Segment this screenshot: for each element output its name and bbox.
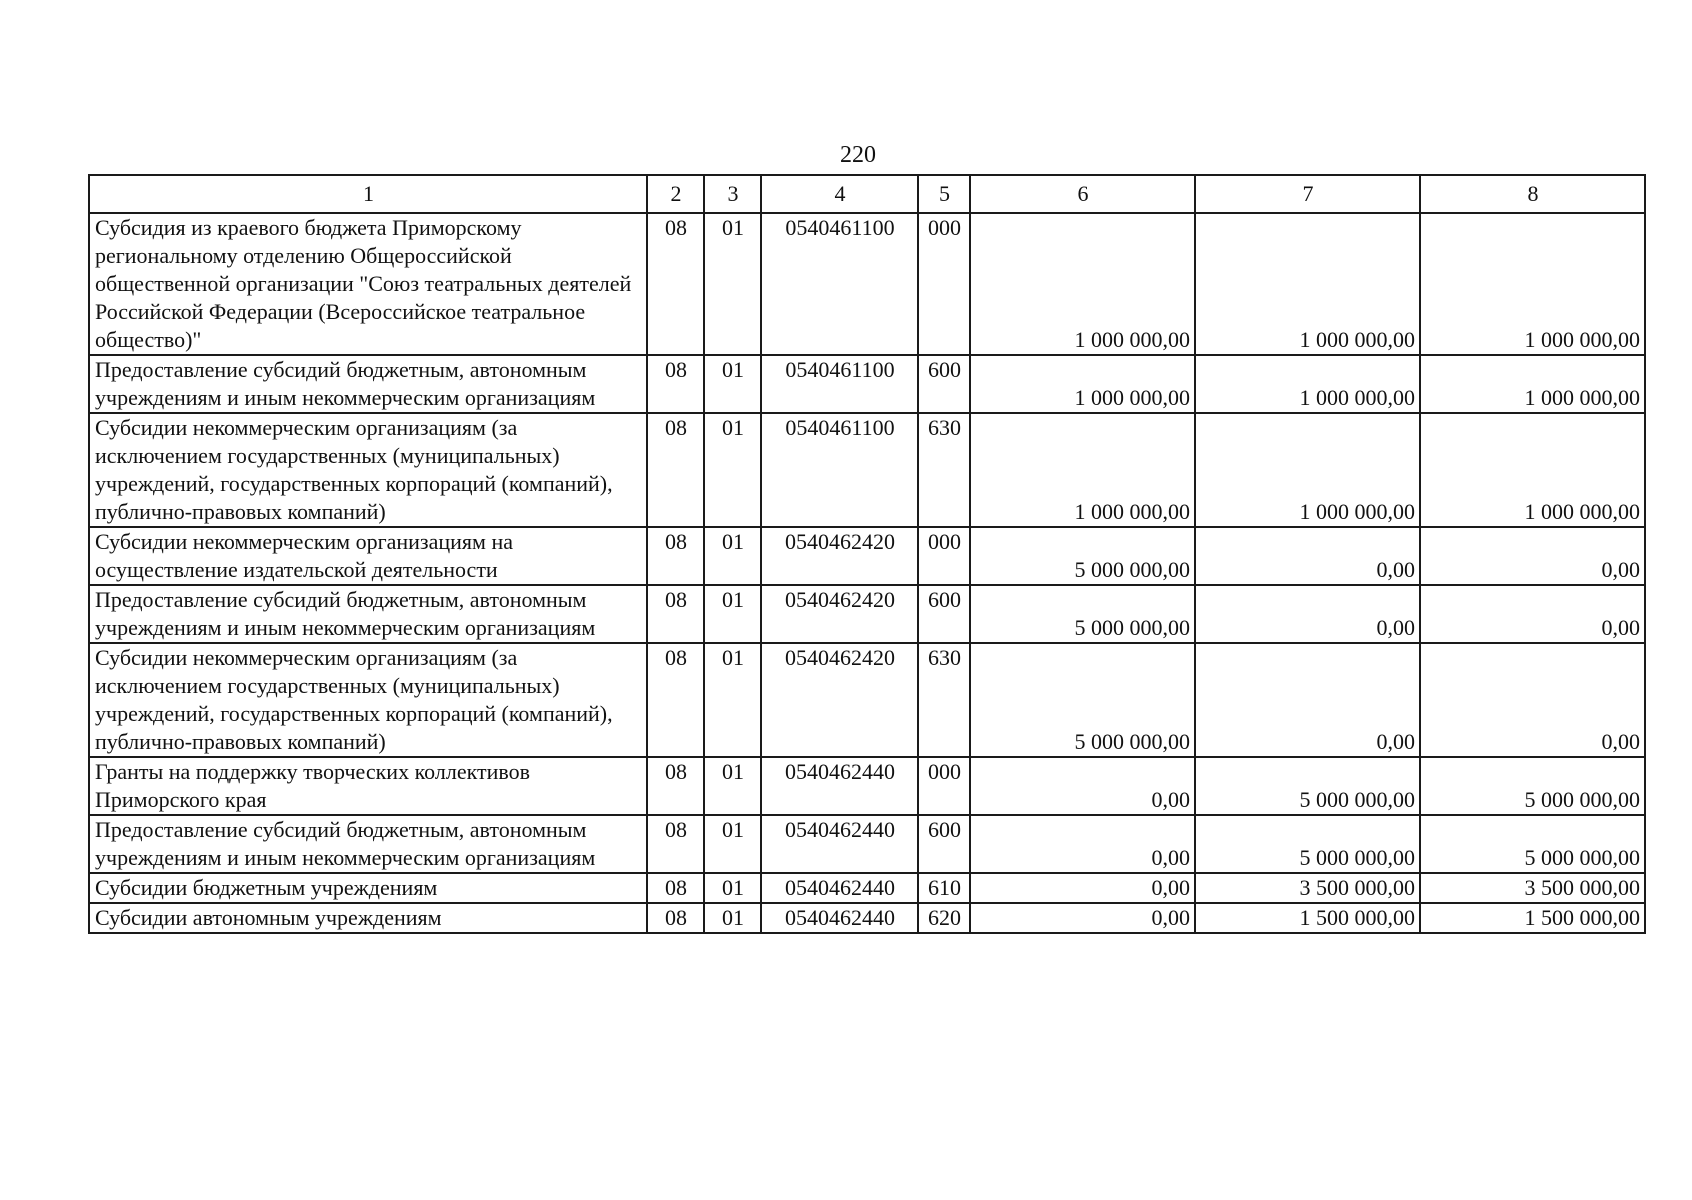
target-article-cell: 0540461100 xyxy=(761,213,918,355)
column-header-5: 5 xyxy=(918,175,970,213)
target-article-cell: 0540462420 xyxy=(761,527,918,585)
expense-type-cell: 600 xyxy=(918,815,970,873)
table-row xyxy=(89,873,1645,903)
subsection-code-cell: 01 xyxy=(704,213,761,355)
table-row xyxy=(89,213,1645,355)
subsection-code-cell: 01 xyxy=(704,413,761,527)
subsection-code-cell: 01 xyxy=(704,815,761,873)
expense-type-cell: 600 xyxy=(918,585,970,643)
amount-col-8-cell: 1 000 000,00 xyxy=(1420,413,1645,527)
table-row xyxy=(89,815,1645,873)
row-name-cell: Субсидии некоммерческим организациям на осуществление издательской деятельности xyxy=(89,527,647,585)
subsection-code-cell: 01 xyxy=(704,903,761,933)
amount-col-6-cell: 5 000 000,00 xyxy=(970,527,1195,585)
amount-col-7-cell: 5 000 000,00 xyxy=(1195,815,1420,873)
subsection-code-cell: 01 xyxy=(704,585,761,643)
row-name-cell: Предоставление субсидий бюджетным, автономным учреждениям и иным некоммерческим организациям xyxy=(89,355,647,413)
budget-table xyxy=(88,174,1646,934)
row-name-cell: Субсидии некоммерческим организациям (за исключением государственных (муниципальных) учреждений, государственных корпораций (компаний), публично-правовых компаний) xyxy=(89,643,647,757)
target-article-cell: 0540462440 xyxy=(761,903,918,933)
table-header-row xyxy=(89,175,1645,213)
amount-col-6-cell: 5 000 000,00 xyxy=(970,585,1195,643)
amount-col-6-cell: 0,00 xyxy=(970,903,1195,933)
expense-type-cell: 000 xyxy=(918,757,970,815)
amount-col-7-cell: 1 000 000,00 xyxy=(1195,413,1420,527)
amount-col-8-cell: 0,00 xyxy=(1420,643,1645,757)
column-header-6: 6 xyxy=(970,175,1195,213)
row-name-cell: Субсидии бюджетным учреждениям xyxy=(89,873,647,903)
row-name-cell: Субсидия из краевого бюджета Приморскому региональному отделению Общероссийской общественной организации "Союз театральных деятелей Российской Федерации (Всероссийское театральное общество)" xyxy=(89,213,647,355)
target-article-cell: 0540462440 xyxy=(761,873,918,903)
page-number: 220 xyxy=(840,142,876,168)
amount-col-6-cell: 1 000 000,00 xyxy=(970,213,1195,355)
table-row xyxy=(89,585,1645,643)
subsection-code-cell: 01 xyxy=(704,643,761,757)
amount-col-8-cell: 3 500 000,00 xyxy=(1420,873,1645,903)
amount-col-6-cell: 5 000 000,00 xyxy=(970,643,1195,757)
target-article-cell: 0540462420 xyxy=(761,643,918,757)
column-header-4: 4 xyxy=(761,175,918,213)
section-code-cell: 08 xyxy=(647,355,704,413)
column-header-7: 7 xyxy=(1195,175,1420,213)
table-row xyxy=(89,413,1645,527)
expense-type-cell: 000 xyxy=(918,527,970,585)
amount-col-7-cell: 1 000 000,00 xyxy=(1195,213,1420,355)
target-article-cell: 0540462420 xyxy=(761,585,918,643)
section-code-cell: 08 xyxy=(647,815,704,873)
expense-type-cell: 620 xyxy=(918,903,970,933)
amount-col-8-cell: 5 000 000,00 xyxy=(1420,757,1645,815)
row-name-cell: Предоставление субсидий бюджетным, автономным учреждениям и иным некоммерческим организациям xyxy=(89,585,647,643)
section-code-cell: 08 xyxy=(647,873,704,903)
expense-type-cell: 610 xyxy=(918,873,970,903)
expense-type-cell: 600 xyxy=(918,355,970,413)
subsection-code-cell: 01 xyxy=(704,757,761,815)
amount-col-7-cell: 1 500 000,00 xyxy=(1195,903,1420,933)
amount-col-8-cell: 5 000 000,00 xyxy=(1420,815,1645,873)
subsection-code-cell: 01 xyxy=(704,355,761,413)
amount-col-6-cell: 1 000 000,00 xyxy=(970,355,1195,413)
amount-col-7-cell: 0,00 xyxy=(1195,643,1420,757)
amount-col-8-cell: 1 000 000,00 xyxy=(1420,355,1645,413)
amount-col-6-cell: 1 000 000,00 xyxy=(970,413,1195,527)
amount-col-6-cell: 0,00 xyxy=(970,757,1195,815)
target-article-cell: 0540462440 xyxy=(761,815,918,873)
row-name-cell: Предоставление субсидий бюджетным, автономным учреждениям и иным некоммерческим организациям xyxy=(89,815,647,873)
section-code-cell: 08 xyxy=(647,757,704,815)
section-code-cell: 08 xyxy=(647,903,704,933)
target-article-cell: 0540462440 xyxy=(761,757,918,815)
subsection-code-cell: 01 xyxy=(704,873,761,903)
subsection-code-cell: 01 xyxy=(704,527,761,585)
amount-col-8-cell: 0,00 xyxy=(1420,585,1645,643)
row-name-cell: Гранты на поддержку творческих коллективов Приморского края xyxy=(89,757,647,815)
section-code-cell: 08 xyxy=(647,413,704,527)
amount-col-6-cell: 0,00 xyxy=(970,873,1195,903)
table-row xyxy=(89,757,1645,815)
amount-col-8-cell: 1 000 000,00 xyxy=(1420,213,1645,355)
amount-col-7-cell: 1 000 000,00 xyxy=(1195,355,1420,413)
amount-col-7-cell: 5 000 000,00 xyxy=(1195,757,1420,815)
table-row xyxy=(89,903,1645,933)
amount-col-8-cell: 0,00 xyxy=(1420,527,1645,585)
amount-col-8-cell: 1 500 000,00 xyxy=(1420,903,1645,933)
expense-type-cell: 000 xyxy=(918,213,970,355)
amount-col-6-cell: 0,00 xyxy=(970,815,1195,873)
section-code-cell: 08 xyxy=(647,585,704,643)
column-header-3: 3 xyxy=(704,175,761,213)
column-header-2: 2 xyxy=(647,175,704,213)
target-article-cell: 0540461100 xyxy=(761,413,918,527)
column-header-8: 8 xyxy=(1420,175,1645,213)
amount-col-7-cell: 3 500 000,00 xyxy=(1195,873,1420,903)
table-row xyxy=(89,355,1645,413)
section-code-cell: 08 xyxy=(647,643,704,757)
row-name-cell: Субсидии автономным учреждениям xyxy=(89,903,647,933)
amount-col-7-cell: 0,00 xyxy=(1195,527,1420,585)
table-row xyxy=(89,527,1645,585)
section-code-cell: 08 xyxy=(647,213,704,355)
expense-type-cell: 630 xyxy=(918,413,970,527)
expense-type-cell: 630 xyxy=(918,643,970,757)
amount-col-7-cell: 0,00 xyxy=(1195,585,1420,643)
table-row xyxy=(89,643,1645,757)
row-name-cell: Субсидии некоммерческим организациям (за исключением государственных (муниципальных) учреждений, государственных корпораций (компаний), публично-правовых компаний) xyxy=(89,413,647,527)
column-header-1: 1 xyxy=(89,175,647,213)
target-article-cell: 0540461100 xyxy=(761,355,918,413)
section-code-cell: 08 xyxy=(647,527,704,585)
